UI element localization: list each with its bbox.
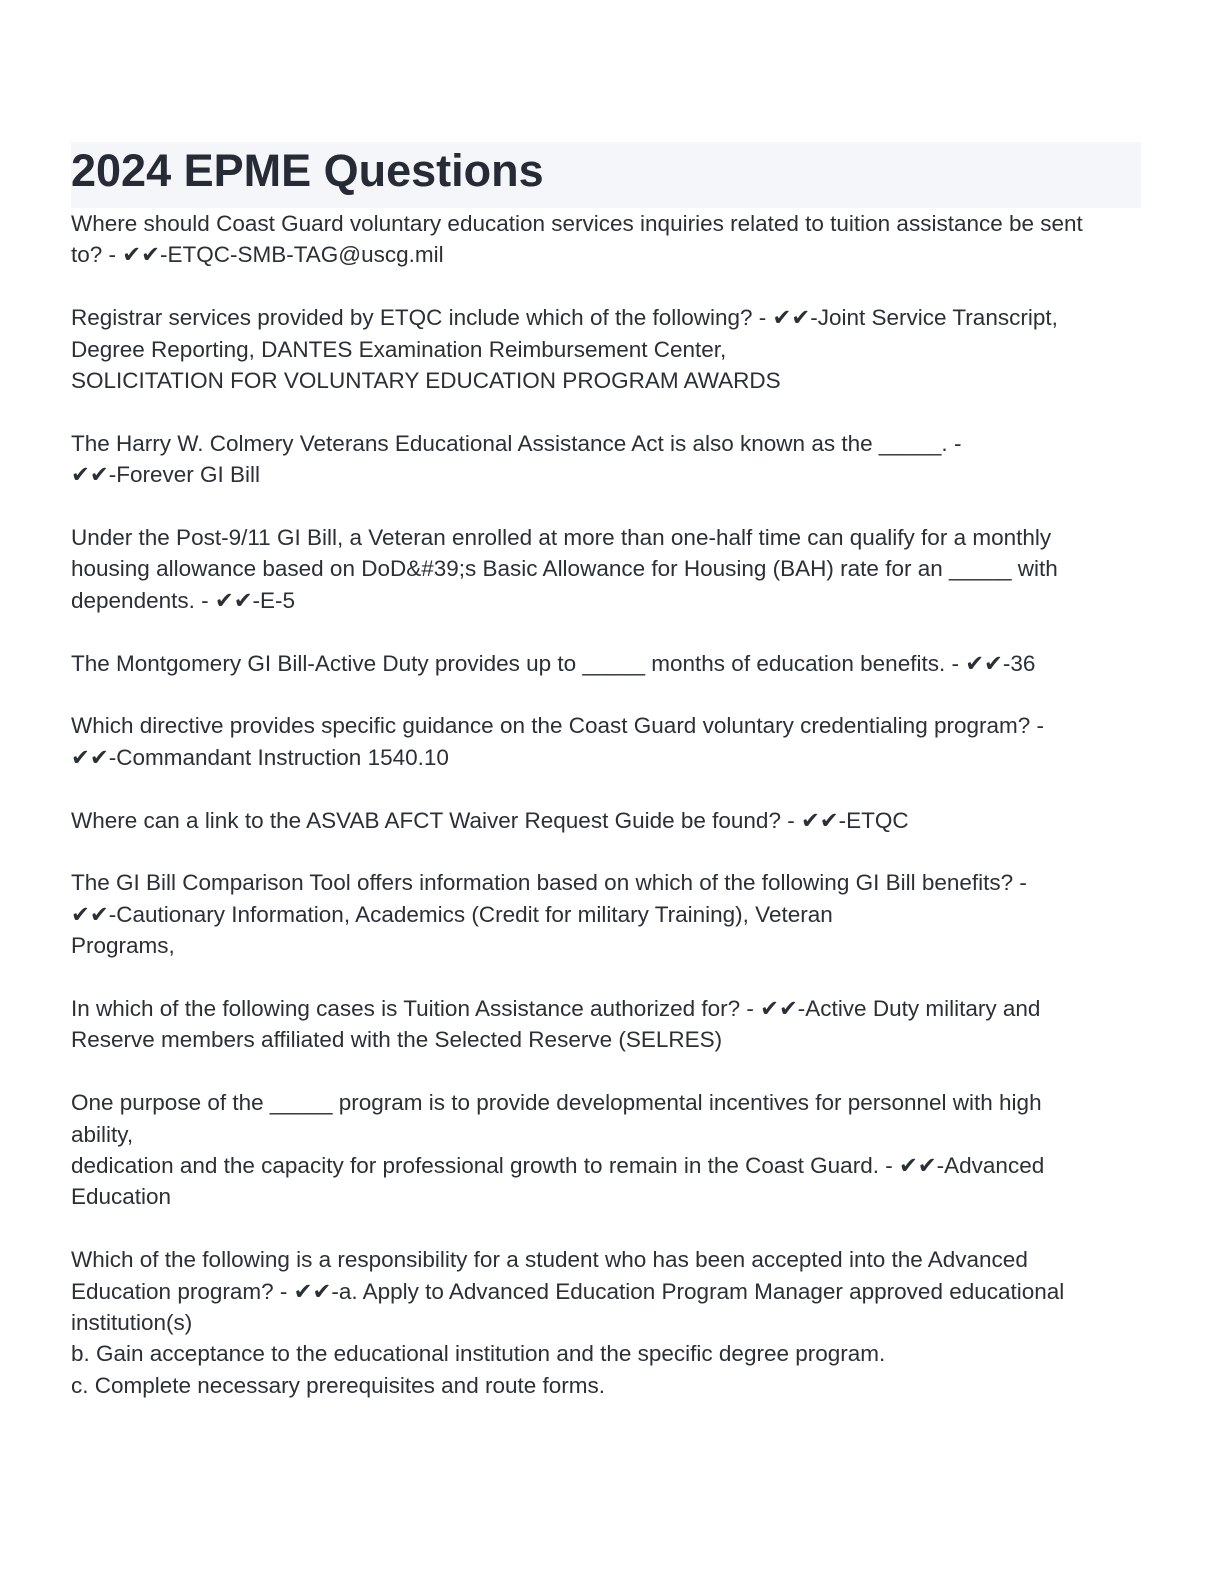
question-item [71, 1087, 1141, 1213]
question-item [71, 867, 1141, 961]
question-line: ability, [71, 1121, 134, 1147]
question-line: ✔✔-Cautionary Information, Academics (Credit for military Training), Veteran [71, 901, 833, 927]
question-line: One purpose of the _____ program is to provide developmental incentives for personnel with high [71, 1090, 1042, 1116]
question-line: ✔✔-Commandant Instruction 1540.10 [71, 744, 449, 770]
question-line: to? - ✔✔-ETQC-SMB-TAG@uscg.mil [71, 242, 444, 268]
question-line: Education program? - ✔✔-a. Apply to Advanced Education Program Manager approved educational [71, 1278, 1065, 1304]
question-item [71, 993, 1141, 1056]
question-item [71, 428, 1141, 491]
question-line: In which of the following cases is Tuition Assistance authorized for? - ✔✔-Active Duty military and [71, 996, 1041, 1022]
question-line: institution(s) [71, 1310, 193, 1336]
page-title: 2024 EPME Questions [71, 145, 544, 196]
question-line: Under the Post-9/11 GI Bill, a Veteran enrolled at more than one-half time can qualify for a monthly [71, 525, 1052, 551]
question-item [71, 648, 1141, 679]
question-line: The Montgomery GI Bill-Active Duty provides up to _____ months of education benefits. - ✔✔-36 [71, 650, 1036, 676]
question-line: Reserve members affiliated with the Selected Reserve (SELRES) [71, 1027, 723, 1053]
question-line: dedication and the capacity for professional growth to remain in the Coast Guard. - ✔✔-Advanced [71, 1153, 1045, 1179]
question-line: dependents. - ✔✔-E-5 [71, 587, 296, 613]
question-item [71, 805, 1141, 836]
document-page [71, 142, 1141, 1433]
question-line: Education [71, 1184, 172, 1210]
question-line: SOLICITATION FOR VOLUNTARY EDUCATION PROGRAM AWARDS [71, 368, 781, 394]
question-line: ✔✔-Forever GI Bill [71, 462, 260, 488]
question-item [71, 208, 1141, 271]
question-item [71, 302, 1141, 396]
question-line: Registrar services provided by ETQC include which of the following? - ✔✔-Joint Service Transcript, [71, 305, 1058, 331]
question-line: b. Gain acceptance to the educational institution and the specific degree program. [71, 1341, 886, 1367]
question-line: Which of the following is a responsibility for a student who has been accepted into the Advanced [71, 1247, 1028, 1273]
question-item [71, 522, 1141, 616]
question-line: Where should Coast Guard voluntary education services inquiries related to tuition assistance be sent [71, 211, 1083, 236]
question-line: Degree Reporting, DANTES Examination Reimbursement Center, [71, 336, 727, 362]
title-bar [71, 142, 1141, 208]
question-item [71, 710, 1141, 773]
question-line: The GI Bill Comparison Tool offers information based on which of the following GI Bill benefits? - [71, 870, 1027, 896]
question-line: Which directive provides specific guidance on the Coast Guard voluntary credentialing program? - [71, 713, 1044, 739]
question-line: The Harry W. Colmery Veterans Educational Assistance Act is also known as the _____. - [71, 430, 962, 456]
question-list [71, 208, 1141, 1401]
question-item [71, 1244, 1141, 1401]
question-line: Where can a link to the ASVAB AFCT Waiver Request Guide be found? - ✔✔-ETQC [71, 807, 909, 833]
question-line: c. Complete necessary prerequisites and route forms. [71, 1372, 605, 1398]
question-line: housing allowance based on DoD&#39;s Basic Allowance for Housing (BAH) rate for an _____ with [71, 556, 1058, 582]
question-line: Programs, [71, 933, 175, 959]
